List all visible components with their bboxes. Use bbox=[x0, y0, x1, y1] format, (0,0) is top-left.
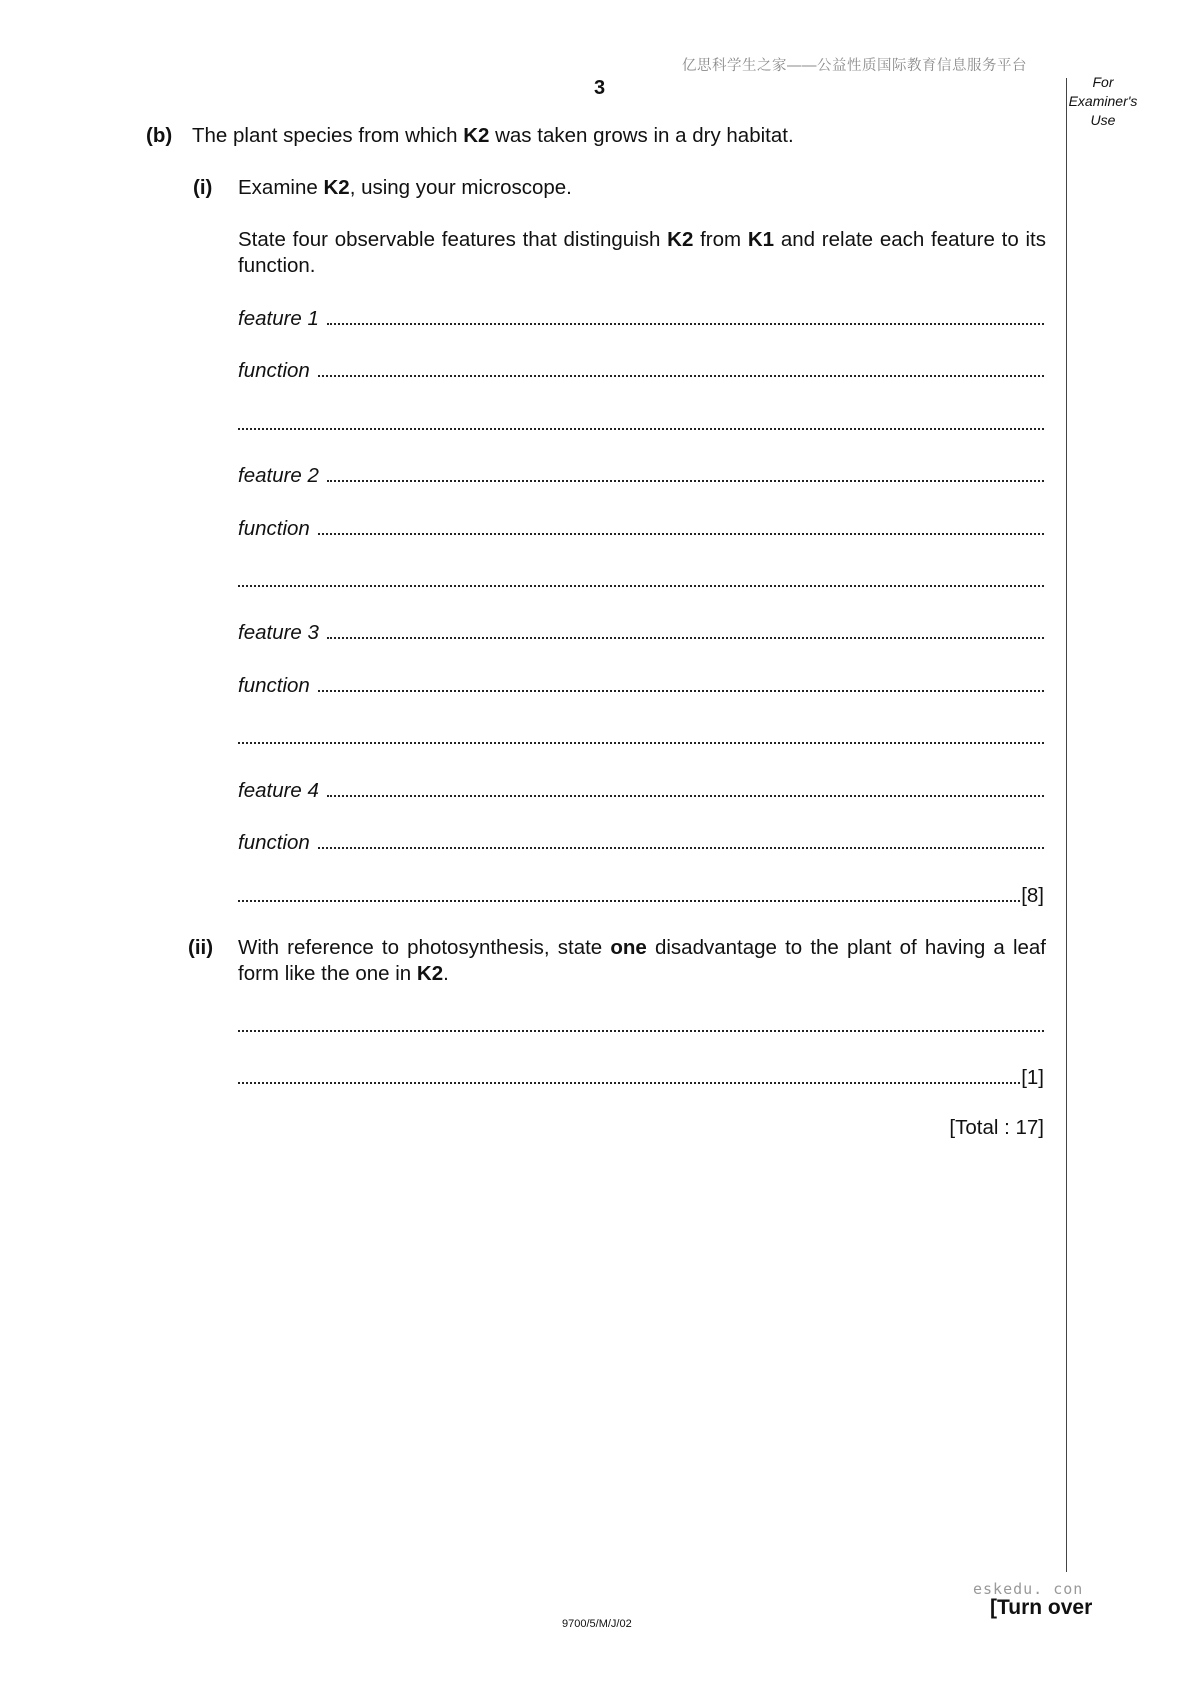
function-1-continuation-line[interactable] bbox=[238, 410, 1044, 430]
function-3-answer-line[interactable]: function bbox=[238, 672, 1044, 699]
marks-1: [1] bbox=[1021, 1066, 1044, 1089]
header-watermark: 亿思科学生之家——公益性质国际教育信息服务平台 bbox=[682, 58, 1027, 74]
examiner-margin-line bbox=[1066, 78, 1067, 1572]
page-number: 3 bbox=[594, 77, 606, 99]
examiner-use-label: For Examiner's Use bbox=[1068, 74, 1138, 128]
function-4-continuation-line[interactable] bbox=[238, 882, 1044, 909]
marks-8: [8] bbox=[1021, 884, 1044, 907]
function-2-continuation-line[interactable] bbox=[238, 567, 1044, 587]
part-ii-answer-line-1[interactable] bbox=[238, 1012, 1044, 1032]
paper-code: 9700/5/M/J/02 bbox=[562, 1618, 632, 1630]
function-2-answer-line[interactable]: function bbox=[238, 515, 1044, 542]
footer-site-watermark: eskedu. con bbox=[973, 1580, 1084, 1598]
function-4-answer-line[interactable]: function bbox=[238, 829, 1044, 856]
part-i-label: (i) bbox=[193, 176, 213, 199]
part-ii-label: (ii) bbox=[188, 936, 214, 959]
feature-3-answer-line[interactable]: feature 3 bbox=[238, 619, 1044, 646]
feature-4-answer-line[interactable]: feature 4 bbox=[238, 777, 1044, 804]
question-b-label: (b) bbox=[146, 124, 173, 147]
part-ii-question: With reference to photosynthesis, state one disadvantage to the plant of having a leaf form like the one in K2. bbox=[238, 936, 1046, 985]
part-i-instruction: Examine K2, using your microscope. bbox=[238, 176, 572, 199]
part-ii-answer-line-2[interactable] bbox=[238, 1064, 1044, 1091]
turn-over: [Turn over bbox=[990, 1596, 1093, 1619]
part-i-question: State four observable features that distinguish K2 from K1 and relate each feature to its function. bbox=[238, 228, 1046, 277]
function-1-answer-line[interactable]: function bbox=[238, 357, 1044, 384]
question-b-text: The plant species from which K2 was taken grows in a dry habitat. bbox=[192, 124, 794, 147]
feature-1-answer-line[interactable]: feature 1 bbox=[238, 305, 1044, 332]
total-marks: [Total : 17] bbox=[949, 1116, 1044, 1139]
function-3-continuation-line[interactable] bbox=[238, 724, 1044, 744]
feature-2-answer-line[interactable]: feature 2 bbox=[238, 462, 1044, 489]
